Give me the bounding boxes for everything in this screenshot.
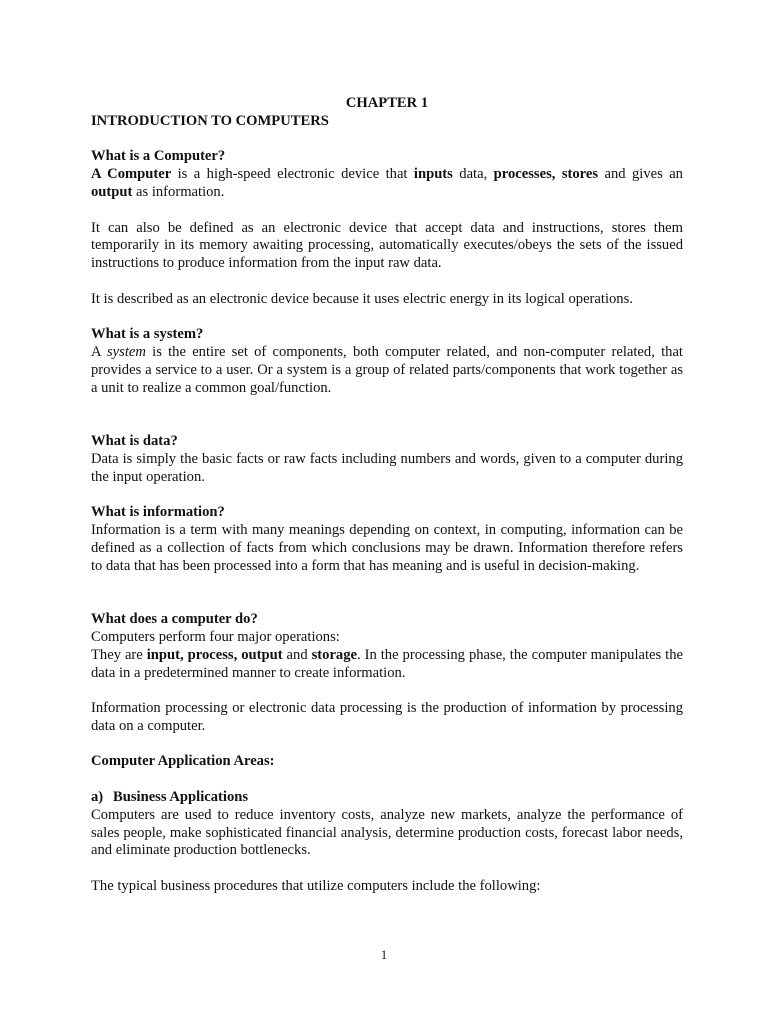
- definition-text-2: data,: [452, 166, 494, 183]
- information-definition: Information is a term with many meanings depending on context, in computing, information can be defined as a collection of facts from which conclusions may be drawn. Information therefore refers to data that has been processed into a form that has meaning and is useful in decision-making.: [91, 522, 683, 574]
- term-a-computer: A Computer: [91, 166, 172, 183]
- operations-intro: Computers perform four major operations:: [91, 628, 340, 645]
- operations-text-1: They are: [91, 646, 147, 663]
- term-inputs: inputs: [413, 166, 453, 183]
- term-processes-stores: processes, stores: [493, 166, 599, 183]
- term-input-process-output: input, process, output: [146, 646, 283, 663]
- heading-application-areas: Computer Application Areas:: [91, 753, 275, 770]
- term-system: system: [106, 344, 146, 361]
- business-applications-body: Computers are used to reduce inventory costs, analyze new markets, analyze the performance of sales people, make sophisticated financial analysis, determine production costs, forecast labor needs, and eliminate production bottlenecks.: [91, 806, 683, 859]
- business-procedures-intro: The typical business procedures that utilize computers include the following:: [91, 878, 541, 895]
- subheading-label: Business Applications: [113, 789, 249, 806]
- list-marker: a): [91, 789, 104, 806]
- computer-definition: [91, 166, 683, 202]
- chapter-number: CHAPTER 1: [345, 95, 429, 111]
- definition-text-4: as information.: [132, 183, 225, 200]
- definition-text-1: is a high-speed electronic device that: [171, 166, 414, 183]
- system-definition: [91, 344, 683, 397]
- operations-text-3: . In the processing phase, the computer manipulates the data in a predetermined manner to create information.: [91, 646, 683, 681]
- subheading-business-applications: [91, 789, 683, 807]
- definition-text-3: and gives an: [598, 166, 683, 183]
- heading-what-is-data: What is data?: [91, 433, 178, 450]
- system-text-2: is the entire set of components, both computer related, and non-computer related, that provides a service to a user. Or a system is a group of related parts/components that work together as a unit to realize a common goal/function.: [91, 344, 683, 396]
- computer-definition-alt: It can also be defined as an electronic device that accept data and instructions, stores them temporarily in its memory awaiting processing, automatically executes/obeys the sets of the issued instructions to produce information from the input raw data.: [91, 219, 683, 272]
- operations-text-2: and: [282, 646, 312, 663]
- heading-what-computer-does: What does a computer do?: [91, 611, 258, 628]
- heading-what-is-computer: What is a Computer?: [91, 148, 226, 165]
- heading-what-is-system: What is a system?: [91, 326, 204, 343]
- term-storage: storage: [311, 646, 357, 663]
- data-definition: Data is simply the basic facts or raw facts including numbers and words, given to a computer during the input operation.: [91, 450, 683, 485]
- system-text-1: A: [91, 344, 107, 361]
- computer-electronic-reason: It is described as an electronic device because it uses electric energy in its logical operations.: [91, 290, 633, 307]
- page-content: [91, 95, 683, 914]
- term-output: output: [91, 183, 133, 200]
- information-processing-definition: Information processing or electronic data processing is the production of information by processing data on a computer.: [91, 700, 683, 734]
- chapter-title: INTRODUCTION TO COMPUTERS: [91, 112, 329, 129]
- page-number: 1: [380, 948, 388, 962]
- heading-what-is-information: What is information?: [91, 504, 225, 521]
- operations-list: [91, 647, 683, 683]
